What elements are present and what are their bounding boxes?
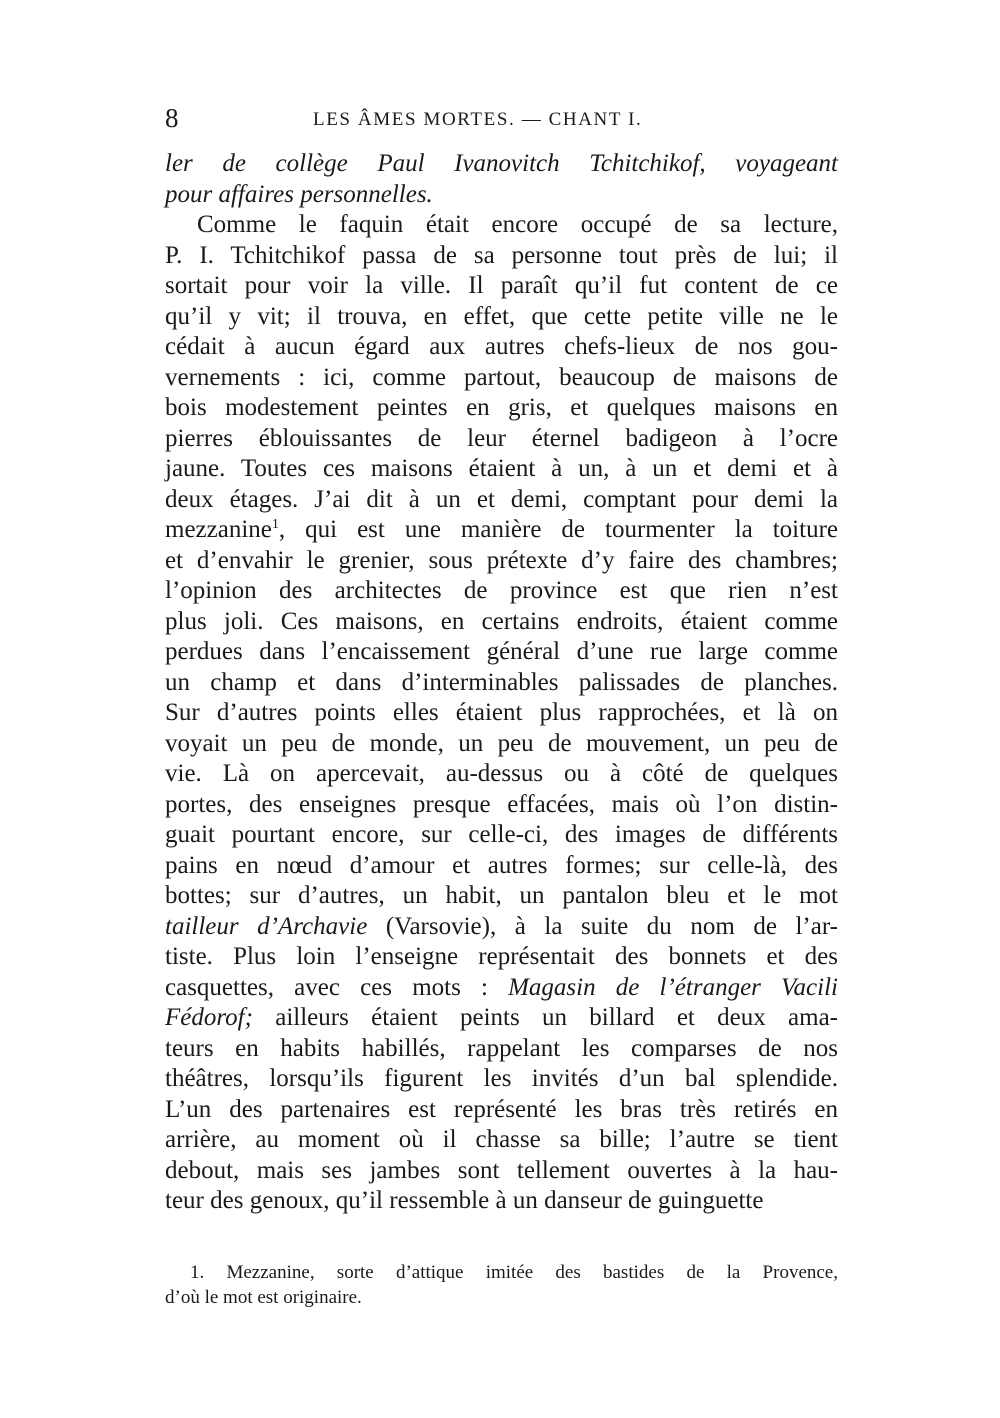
text-line: guait pourtant encore, sur celle-ci, des images de différents [165,821,838,848]
text-line: P. I. Tchitchikof passa de sa personne tout près de lui; il [165,241,838,269]
text-line: bois modestement peintes en gris, et quelques maisons en [165,394,838,421]
page-header [165,100,838,136]
text-line: teur des genoux, qu’il ressemble à un danseur de guinguette [165,1187,764,1214]
text-segment: (Varsovie), à la suite du nom de l’ar- [367,912,838,940]
text-line: vernements : ici, comme partout, beaucoup de maisons de [165,363,838,391]
text-line: vie. Là on apercevait, au-dessus ou à côté de quelques [165,760,838,787]
text-line: plus joli. Ces maisons, en certains endroits, étaient comme [165,607,838,635]
text-line: pains en nœud d’amour et autres formes; sur celle-là, des [165,851,838,879]
text-line: ler de collège Paul Ivanovitch Tchitchikof, voyageant [165,150,838,177]
text-segment: ailleurs étaient peints un billard et deux ama- [252,1004,838,1031]
footnote-line: d’où le mot est originaire. [165,1287,362,1308]
text-line: l’opinion des architectes de province est que rien n’est [165,577,838,604]
text-line: théâtres, lorsqu’ils figurent les invités d’un bal splendide. [165,1065,838,1092]
text-line: arrière, au moment où il chasse sa bille; l’autre se tient [165,1126,838,1153]
text-line [165,515,838,546]
text-line: deux étages. J’ai dit à un et demi, comptant pour demi la [165,485,838,513]
text-line: pour affaires personnelles. [165,180,433,208]
text-line: Sur d’autres points elles étaient plus rapprochées, et là on [165,699,838,726]
text-line [165,973,838,1004]
text-line: pierres éblouissantes de leur éternel badigeon à l’ocre [165,424,838,452]
footnote-line: 1. Mezzanine, sorte d’attique imitée des bastides de la Provence, [190,1262,838,1283]
text-line: et d’envahir le grenier, sous prétexte d’y faire des chambres; [165,546,838,574]
text-line: bottes; sur d’autres, un habit, un pantalon bleu et le mot [165,882,838,909]
text-segment: , qui est une manière de tourmenter la toiture [278,516,838,543]
body-text [165,149,838,1217]
italic-segment: tailleur d’Archavie [165,912,368,940]
text-line: portes, des enseignes presque effacées, mais où l’on distin- [165,790,838,818]
text-line: tiste. Plus loin l’enseigne représentait des bonnets et des [165,943,838,970]
text-line: L’un des partenaires est représenté les bras très retirés en [165,1095,838,1123]
text-line: cédait à aucun égard aux autres chefs-lieux de nos gou- [165,333,838,360]
text-line: sortait pour voir la ville. Il paraît qu’il fut content de ce [165,272,838,299]
italic-segment: Fédorof; [165,1004,253,1031]
running-head: LES ÂMES MORTES. — CHANT I. [313,109,643,130]
text-line: Comme le faquin était encore occupé de sa lecture, [197,211,838,238]
italic-segment: Magasin de l’étranger Vacili [508,973,838,1001]
text-line: qu’il y vit; il trouva, en effet, que cette petite ville ne le [165,302,838,330]
text-line [165,1003,838,1034]
page-number: 8 [165,103,179,133]
mezzanine-word: mezzanine [165,516,272,543]
text-line [165,912,838,943]
text-line: teurs en habits habillés, rappelant les comparses de nos [165,1034,838,1062]
footnote-reference: 1 [271,517,279,532]
text-line: un champ et dans d’interminables palissades de planches. [165,668,838,696]
text-line: voyait un peu de monde, un peu de mouvement, un peu de [165,729,838,757]
text-line: debout, mais ses jambes sont tellement ouvertes à la hau- [165,1156,838,1184]
text-line: perdues dans l’encaissement général d’une rue large comme [165,638,838,665]
footnotes [165,1260,838,1310]
text-line: jaune. Toutes ces maisons étaient à un, à un et demi et à [165,455,838,482]
text-segment: casquettes, avec ces mots : [165,973,509,1001]
